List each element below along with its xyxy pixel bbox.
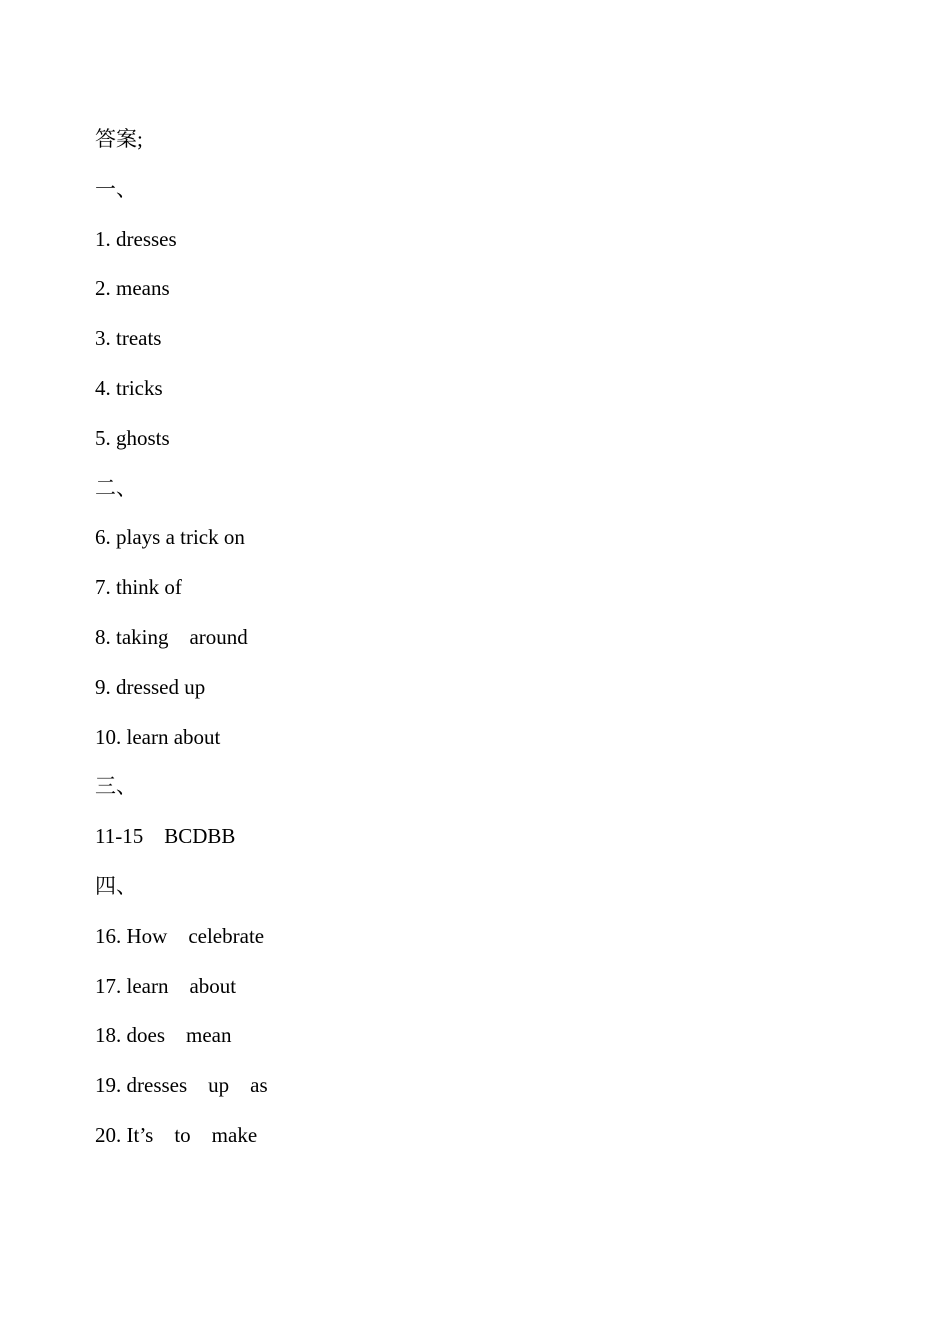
answer-item: 3. treats: [95, 326, 162, 351]
answer-item: 6. plays a trick on: [95, 525, 245, 550]
answer-item: 2. means: [95, 276, 170, 301]
answer-document: [95, 115, 855, 1161]
section-2: [95, 464, 855, 763]
answer-item: 9. dressed up: [95, 674, 206, 699]
answer-item: 18. does mean: [95, 1023, 232, 1048]
answer-item: 16. How celebrate: [95, 923, 265, 948]
section-heading: 三、: [95, 774, 137, 799]
section-heading: 一、: [95, 176, 137, 201]
section-3: [95, 762, 855, 862]
section-heading: 二、: [95, 475, 137, 500]
answer-item: 4. tricks: [95, 375, 163, 400]
answer-item: 19. dresses up as: [95, 1073, 268, 1098]
answer-item: 7. think of: [95, 575, 182, 600]
answer-item: 5. ghosts: [95, 425, 170, 450]
section-heading: 四、: [95, 873, 137, 898]
answer-item: 17. learn about: [95, 973, 237, 998]
section-1: [95, 165, 855, 464]
answer-item: 1. dresses: [95, 226, 177, 251]
document-title: 答案;: [95, 127, 143, 151]
section-4: [95, 862, 855, 1161]
answer-item: 10. learn about: [95, 724, 221, 749]
answer-item: 20. It’s to make: [95, 1122, 258, 1147]
answer-item: 11-15 BCDBB: [95, 824, 236, 849]
answer-item: 8. taking around: [95, 624, 248, 649]
